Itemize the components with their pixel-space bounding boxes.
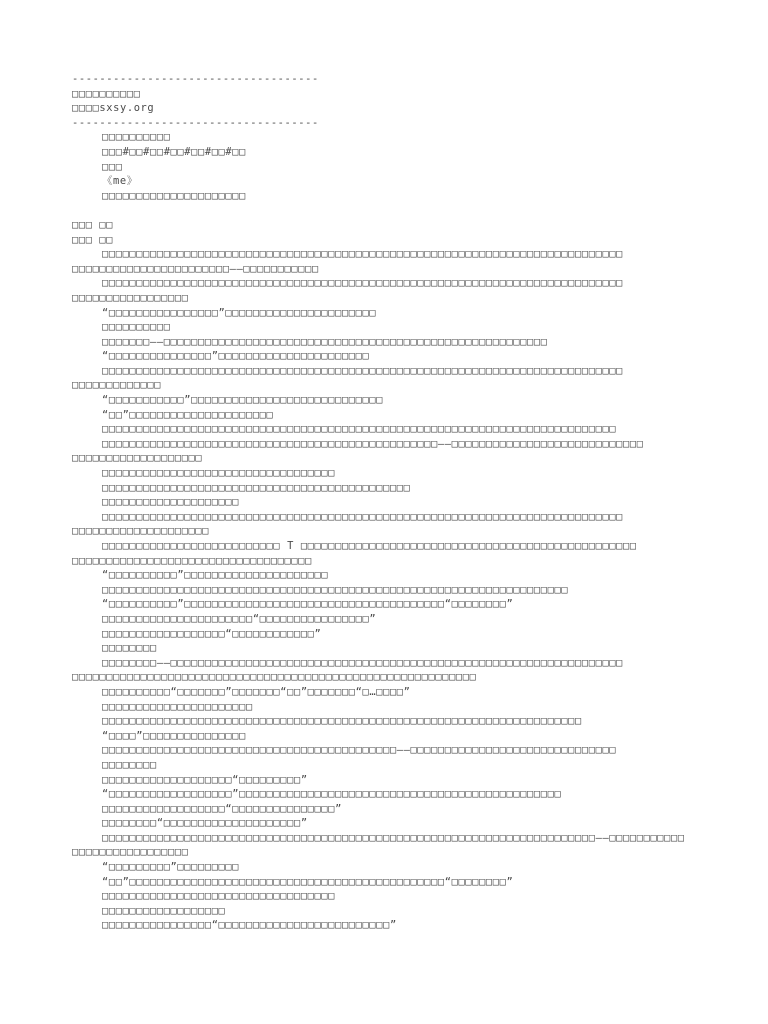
text-line: “□□”□□□□□□□□□□□□□□□□□□□□□ [102,408,274,421]
text-line: □□□□□□□□□□□□□□□□□□□□□□□□□□□□□□□□□□□□□□□□□□□——□□□□□□□□□□□□□□□□□□□□□□□□□□□□□□ [102,744,617,757]
text-line: □□□□□□□□□□□□□□□□□□□□ [102,496,240,509]
text-line: □□□□□□□□□□ [102,321,171,334]
blank-line [72,203,712,218]
text-line: □□□□□□□□ [102,758,157,771]
text-line: □□□□□□□□□□□□□□□□□□□□□□□□□□□□□□□□□□□□□□□□□□□□□□□□□□□□□□□□□□□□□□□□□□□□□□□□□□□□ [102,277,624,290]
text-line: □□□□□□□□□□□□□□□□□□□□□□□□□□□□□□□□□□□□□□□□□□□□□□□□□□□□□□□□□□□ [72,671,477,684]
text-line: “□□□□”□□□□□□□□□□□□□□□ [102,729,246,742]
text-line: □□□□□□□□□□□□□□□□□□“□□□□□□□□□□□□” [102,627,322,640]
text-line: □□□□□□□□□□□□□□□□□□□□□□□□□□□□□□□□□□□□□□□□□□□□□□□□□□□□□□□□□□□□□□□□□□□□□□□□□□□□ [102,510,624,523]
text-line: □□□□□□□□□□□□□□□□□□□□□□□□□□□□□□□□□□□□□□□□□□□□□□□□□□□□□□□□□□□□□□□□□□□□□□ [102,715,582,728]
text-line: “□□□□□□□□□□□□□□□□□□”□□□□□□□□□□□□□□□□□□□□□□□□□□□□□□□□□□□□□□□□□□□□□□□ [102,788,562,801]
text-line: □□□□□□□□□□□□□□□□“□□□□□□□□□□□□□□□□□□□□□□□□□” [102,919,397,932]
text-line: □□□□□□□□□□□□□□□□□□□□□□□□□□ T □□□□□□□□□□□□□□□□□□□□□□□□□□□□□□□□□□□□□□□□□□□□□□□□□ [102,540,637,552]
text-line: □□□□□□□□□□“□□□□□□□”□□□□□□□“□□”□□□□□□□“□…□□□□” [102,685,411,698]
text-line: “□□□□□□□□□□□□□□□”□□□□□□□□□□□□□□□□□□□□□□ [102,350,370,363]
text-line: □□□□□□□□□□ [102,131,171,144]
text-line: “□□□□□□□□□”□□□□□□□□□ [102,861,240,874]
text-line: □□□□□□□□□□□□□□□□□□□ [72,452,203,465]
text-line: “□□□□□□□□□□□□□□□□”□□□□□□□□□□□□□□□□□□□□□□ [102,306,377,319]
text-line: □□□□□□□□□□□□□□□□□□□□□□□□□□□□□□□□□□□□□□□□□□□□□□□□□□□□□□□□□□□□□□□□□□□□□□□□□□□ [102,423,617,436]
text-line: □□□□□□□□□□□□□□□□□ [72,291,189,304]
text-line: □□□□□□□□□□□□□□□□□□□“□□□□□□□□□” [102,773,308,786]
text-line: 《me》 [102,175,138,188]
text-line: □□□□□□□□□□□□□□□□□□□□□ [102,189,246,202]
text-line: □□□□□□□□□□□□□ [72,379,162,392]
text-line: “□□□□□□□□□□”□□□□□□□□□□□□□□□□□□□□□ [102,569,329,582]
text-line: □□□□□□□□□□□□□□□□□□□□□□□□□□□□□□□□□□ [102,890,336,903]
text-line: “□□□□□□□□□□”□□□□□□□□□□□□□□□□□□□□□□□□□□□□□□□□□□□□□□“□□□□□□□□” [102,598,514,611]
text-line: □□□#□□#□□#□□#□□#□□#□□ [102,145,246,158]
text-line: □□□□□□□□□□□□□□□□□□□□□□“□□□□□□□□□□□□□□□□” [102,612,377,625]
text-line: □□□□□□□□□□□□□□□□□□□□□□□□□□□□□□□□□□□ [72,554,312,567]
text-line: □□□□□□□□□□□□□□□□□□□□□□□□□□□□□□□□□□□□□□□□□□□□□□□□□□□□□□□□□□□□□□□□□□□□□□□□□□□□ [102,248,624,261]
text-line: □□□□□□□□□□□□□□□□□□□□□□□□□□□□□□□□□□□□□□□□□□□□□□□□□□□□□□□□□□□□□□□□□□□□□□□□——□□□□□□□□□□□ [102,831,685,844]
document-body [72,72,712,933]
text-line: □□□□□□□□□□□□□□□□□□□□□□□□□□□□□□□□□□□□□□□□□□□□□□□□□□□□□□□□□□□□□□□□□□□□□□□□□□□□ [102,364,624,377]
text-line: □□□ □□ [72,218,114,231]
text-line: □□□□□□□□□□□□□□□□□□ [102,904,226,917]
text-line: □□□□□□□□□□□□□□□□□□□□ [72,525,210,538]
text-line: □□□□□□□□□□□□□□□□□□□□□□□□□□□□□□□□□□ [102,467,336,480]
text-line: □□□□□□□□ [102,642,157,655]
text-line: □□□□sxsy.org [72,102,155,115]
text-line: □□□□□□□□□□□□□□□□□□□□□□□□□□□□□□□□□□□□□□□□□□□□□□□□□——□□□□□□□□□□□□□□□□□□□□□□□□□□□□ [102,437,644,450]
text-line: □□□□□□□□□□□□□□□□□ [72,846,189,859]
text-line: □□□□□□□□□□□□□□□□□□□□□□□——□□□□□□□□□□□ [72,262,319,275]
text-line: □□□□□□□——□□□□□□□□□□□□□□□□□□□□□□□□□□□□□□□□□□□□□□□□□□□□□□□□□□□□□□□□ [102,335,548,348]
text-line: □□□□□□□□“□□□□□□□□□□□□□□□□□□□□” [102,817,308,830]
text-line: “□□□□□□□□□□□”□□□□□□□□□□□□□□□□□□□□□□□□□□□□ [102,394,384,407]
text-line: □□□□□□□□□□□□□□□□□□□□□□□□□□□□□□□□□□□□□□□□□□□□□□□□□□□□□□□□□□□□□□□□□□□□ [102,583,569,596]
text-line: ------------------------------------ [72,73,319,85]
text-line: □□□□□□□□——□□□□□□□□□□□□□□□□□□□□□□□□□□□□□□□□□□□□□□□□□□□□□□□□□□□□□□□□□□□□□□□□□□ [102,656,624,669]
text-line: □□□□□□□□□□ [72,87,141,100]
text-line: □□□ □□ [72,233,114,246]
text-line: □□□□□□□□□□□□□□□□□□□□□□ [102,700,253,713]
text-line: □□□ [102,160,123,173]
text-line: □□□□□□□□□□□□□□□□□□“□□□□□□□□□□□□□□□” [102,802,342,815]
text-line: ------------------------------------ [72,116,319,129]
text-line: □□□□□□□□□□□□□□□□□□□□□□□□□□□□□□□□□□□□□□□□□□□□□ [102,481,411,494]
text-line: “□□”□□□□□□□□□□□□□□□□□□□□□□□□□□□□□□□□□□□□□□□□□□□□□□“□□□□□□□□” [102,875,514,888]
